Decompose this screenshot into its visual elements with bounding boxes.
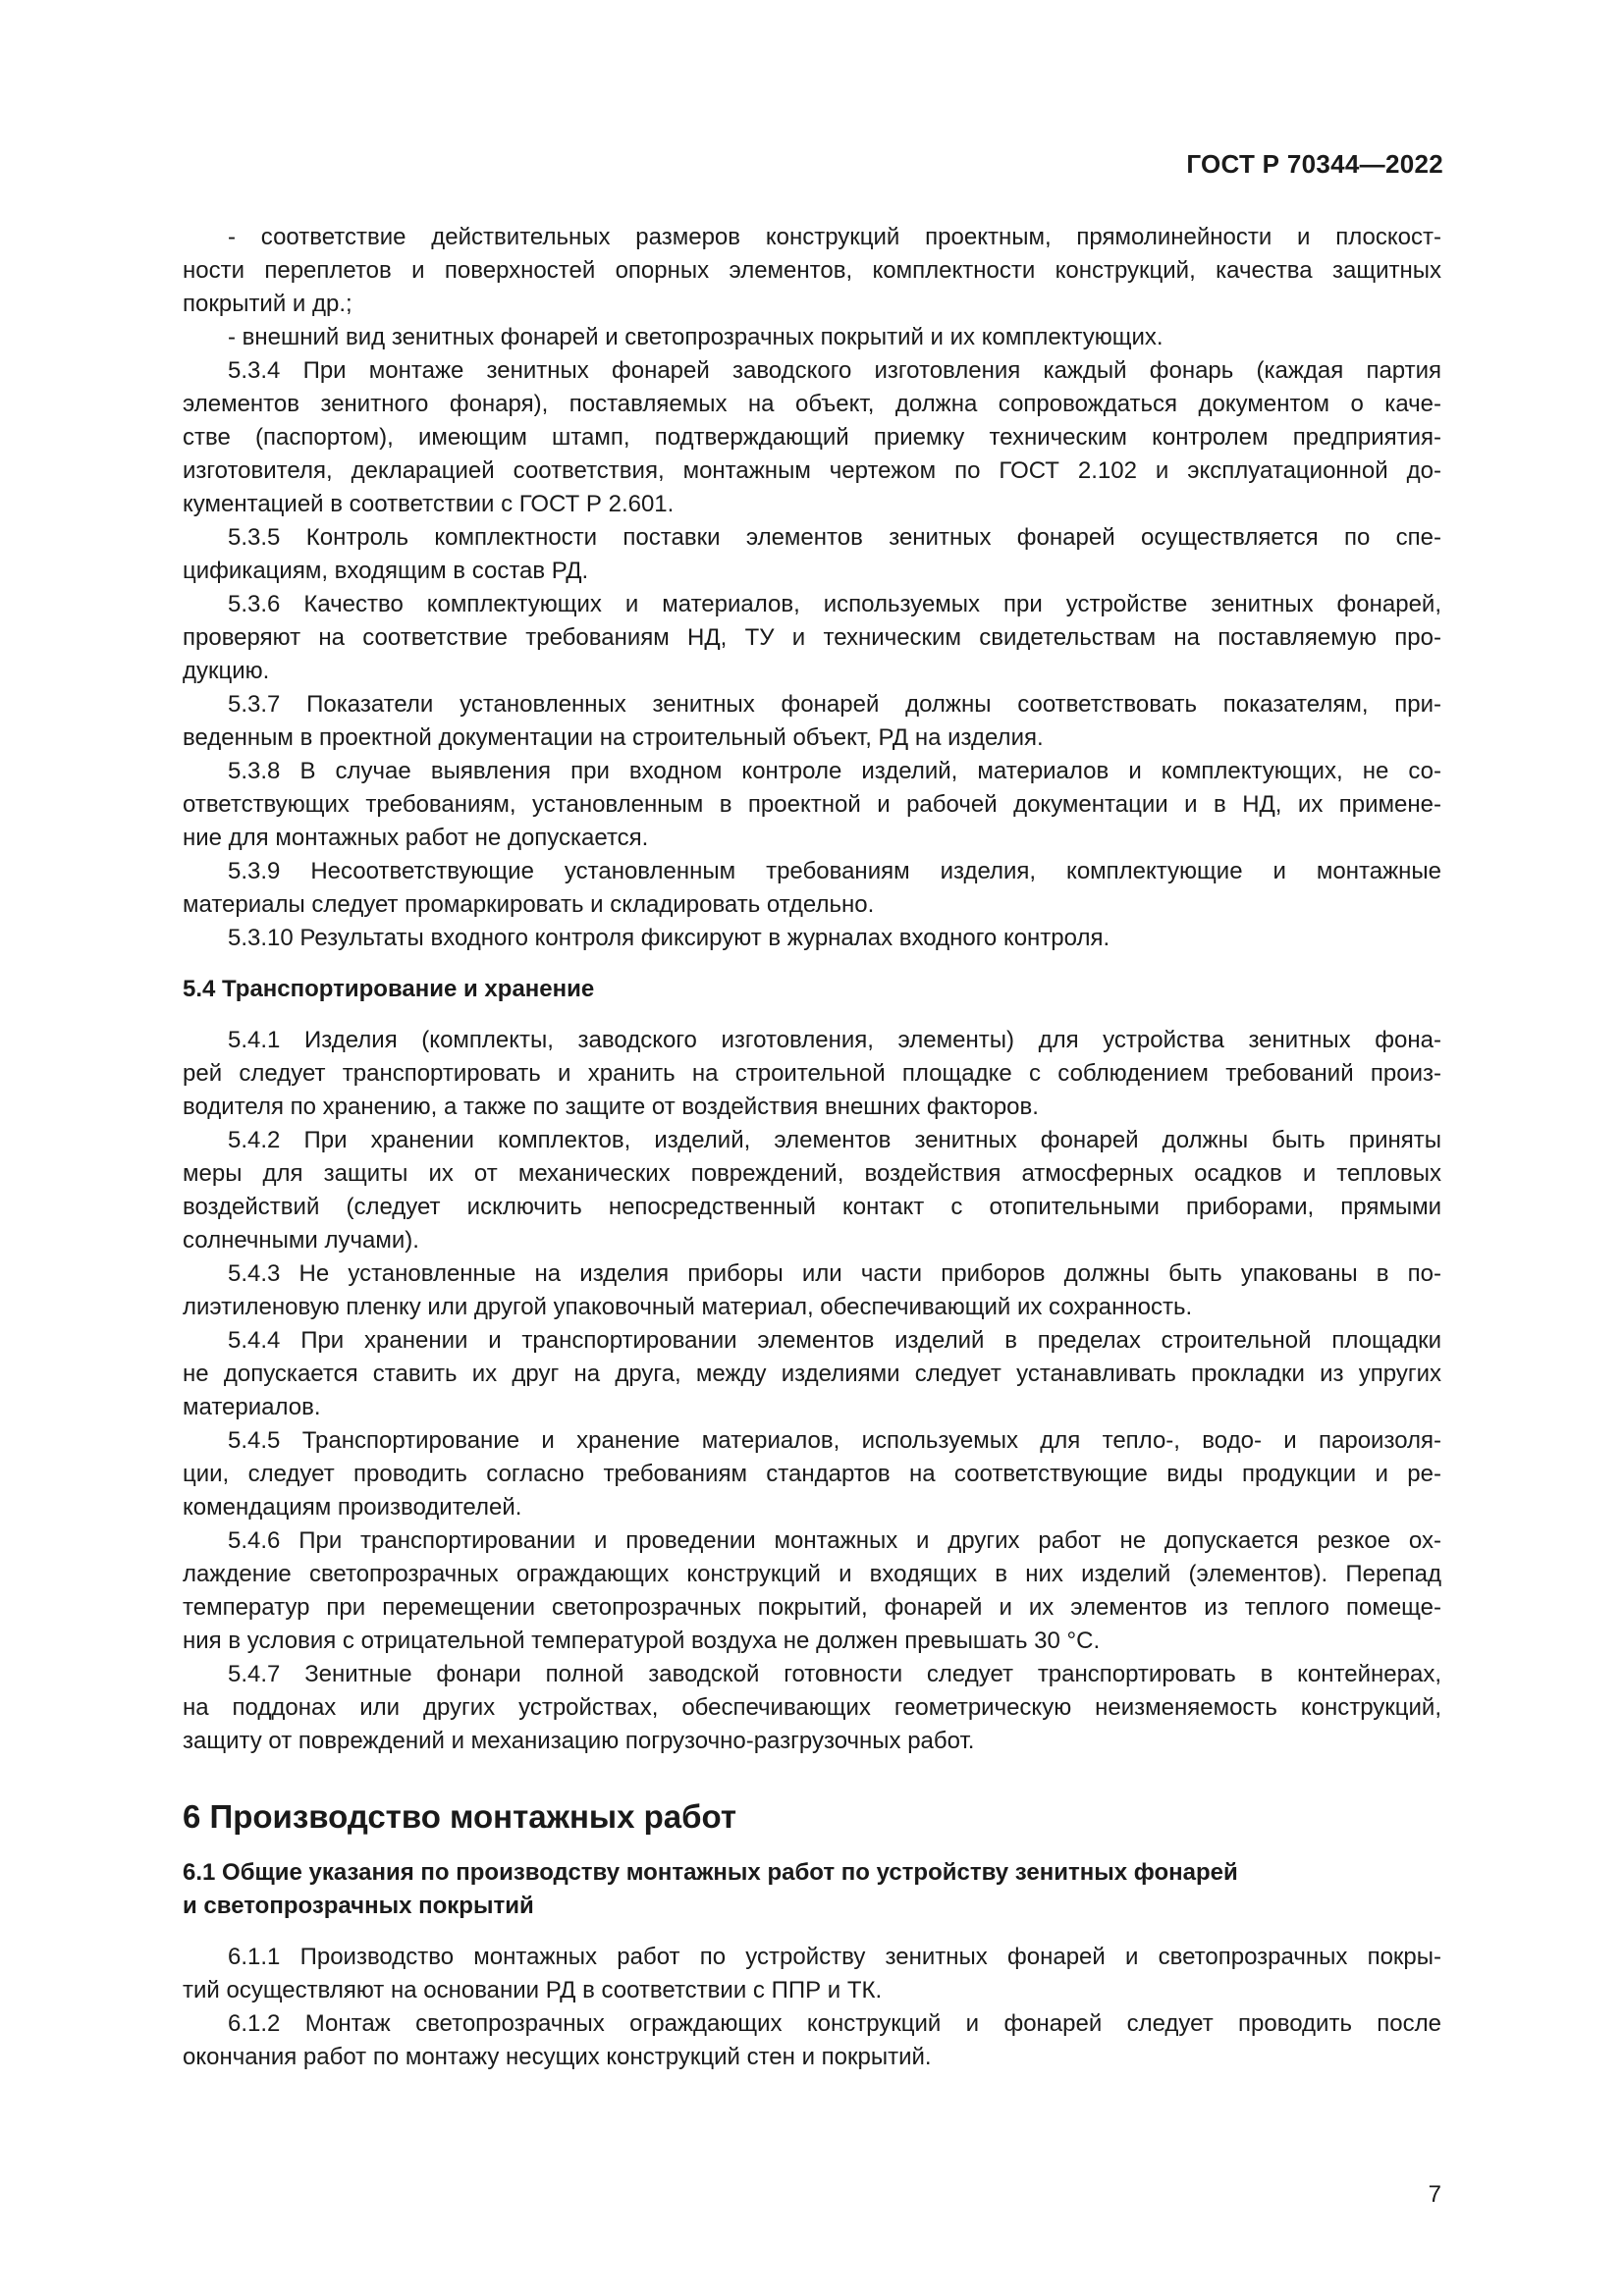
paragraph-line: 5.4.4 При хранении и транспортировании элементов изделий в пределах строительной площадки [228, 1327, 1441, 1354]
paragraph-line: изготовителя, декларацией соответствия, монтажным чертежом по ГОСТ 2.102 и эксплуатационной до- [183, 457, 1441, 484]
paragraph-line: ции, следует проводить согласно требованиям стандартов на соответствующие виды продукции и ре- [183, 1461, 1441, 1487]
paragraph [183, 2007, 1441, 2074]
paragraph-line: водителя по хранению, а также по защите от воздействия внешних факторов. [183, 1094, 1039, 1120]
paragraph-line: 6.1.1 Производство монтажных работ по устройству зенитных фонарей и светопрозрачных покры- [228, 1944, 1441, 1970]
section-6-1-heading [183, 1856, 1441, 1923]
paragraph-line: ния в условия с отрицательной температурой воздуха не должен превышать 30 °С. [183, 1628, 1101, 1654]
document-body [183, 221, 1441, 2074]
paragraph-line: температур при перемещении светопрозрачных покрытий, фонарей и их элементов из теплого помеще- [183, 1594, 1441, 1621]
paragraph [183, 588, 1441, 688]
paragraph-line: 5.3.10 Результаты входного контроля фиксируют в журналах входного контроля. [228, 925, 1110, 951]
section-5-4-heading: 5.4 Транспортирование и хранение [183, 976, 595, 1002]
paragraph [183, 1324, 1441, 1424]
paragraph [183, 1658, 1441, 1758]
paragraph-line: 5.3.9 Несоответствующие установленным требованиям изделия, комплектующие и монтажные [228, 858, 1441, 884]
paragraph-line: материалы следует промаркировать и складировать отдельно. [183, 891, 875, 918]
section-6-1-body [183, 1941, 1441, 2074]
paragraph-line: 5.3.7 Показатели установленных зенитных фонарей должны соответствовать показателям, при- [228, 691, 1441, 718]
paragraph [183, 1124, 1441, 1257]
paragraph-line: стве (паспортом), имеющим штамп, подтверждающий приемку техническим контролем предприятия- [183, 424, 1441, 451]
paragraph-line: не допускается ставить их друг на друга, между изделиями следует устанавливать прокладки из упругих [183, 1361, 1441, 1387]
paragraph-line: цификациям, входящим в состав РД. [183, 558, 589, 584]
paragraph-line: ности переплетов и поверхностей опорных элементов, комплектности конструкций, качества защитных [183, 257, 1441, 284]
paragraph [183, 1524, 1441, 1658]
paragraph-line: тий осуществляют на основании РД в соответствии с ППР и ТК. [183, 1977, 883, 2003]
paragraph-line: окончания работ по монтажу несущих конструкций стен и покрытий. [183, 2044, 932, 2070]
section-5-3-continuation [183, 221, 1441, 955]
paragraph-line: ответствующих требованиям, установленным в проектной и рабочей документации и в НД, их примене- [183, 791, 1441, 818]
subheading-line: 6.1 Общие указания по производству монтажных работ по устройству зенитных фонарей [183, 1859, 1238, 1886]
paragraph [183, 922, 1441, 955]
subheading-line: и светопрозрачных покрытий [183, 1893, 534, 1919]
paragraph-line: воздействий (следует исключить непосредственный контакт с отопительными приборами, прямыми [183, 1194, 1441, 1220]
paragraph-line: 5.3.4 При монтаже зенитных фонарей заводского изготовления каждый фонарь (каждая партия [228, 357, 1441, 384]
paragraph-line: лаждение светопрозрачных ограждающих конструкций и входящих в них изделий (элементов). Перепад [183, 1561, 1441, 1587]
paragraph-line: 5.4.6 При транспортировании и проведении монтажных и других работ не допускается резкое ох- [228, 1527, 1441, 1554]
paragraph-line: 5.4.7 Зенитные фонари полной заводской готовности следует транспортировать в контейнерах, [228, 1661, 1441, 1687]
paragraph-line: покрытий и др.; [183, 291, 352, 317]
paragraph [183, 354, 1441, 521]
paragraph-line: материалов. [183, 1394, 321, 1420]
paragraph-line: 6.1.2 Монтаж светопрозрачных ограждающих конструкций и фонарей следует проводить после [228, 2010, 1441, 2037]
section-5-4-body [183, 1024, 1441, 1758]
paragraph-line: 5.4.3 Не установленные на изделия приборы или части приборов должны быть упакованы в по- [228, 1260, 1441, 1287]
paragraph-line: - соответствие действительных размеров конструкций проектным, прямолинейности и плоскост- [228, 224, 1441, 250]
page-number: 7 [1428, 2181, 1441, 2208]
document-code-header: ГОСТ Р 70344—2022 [1186, 149, 1443, 179]
paragraph [183, 1424, 1441, 1524]
paragraph-line: - внешний вид зенитных фонарей и светопрозрачных покрытий и их комплектующих. [228, 324, 1164, 350]
paragraph-line: ние для монтажных работ не допускается. [183, 825, 649, 851]
paragraph [183, 688, 1441, 755]
paragraph-line: на поддонах или других устройствах, обеспечивающих геометрическую неизменяемость конструкций, [183, 1694, 1441, 1721]
paragraph-line: 5.3.6 Качество комплектующих и материалов, используемых при устройстве зенитных фонарей, [228, 591, 1441, 617]
paragraph-line: рей следует транспортировать и хранить на строительной площадке с соблюдением требований произ- [183, 1060, 1441, 1087]
paragraph-line: 5.3.8 В случае выявления при входном контроле изделий, материалов и комплектующих, не со- [228, 758, 1441, 784]
paragraph-line: 5.4.5 Транспортирование и хранение материалов, используемых для тепло-, водо- и пароизоля- [228, 1427, 1441, 1454]
paragraph [183, 321, 1441, 354]
paragraph-line: 5.4.1 Изделия (комплекты, заводского изготовления, элементы) для устройства зенитных фона- [228, 1027, 1441, 1053]
paragraph-line: веденным в проектной документации на строительный объект, РД на изделия. [183, 724, 1044, 751]
paragraph-line: кументацией в соответствии с ГОСТ Р 2.601. [183, 491, 675, 517]
paragraph [183, 855, 1441, 922]
paragraph [183, 755, 1441, 855]
section-6-heading: 6 Производство монтажных работ [183, 1798, 737, 1835]
paragraph-line: элементов зенитного фонаря), поставляемых на объект, должна сопровождаться документом о каче- [183, 391, 1441, 417]
paragraph-line: 5.4.2 При хранении комплектов, изделий, элементов зенитных фонарей должны быть приняты [228, 1127, 1441, 1153]
paragraph [183, 221, 1441, 321]
paragraph [183, 521, 1441, 588]
paragraph-line: проверяют на соответствие требованиям НД, ТУ и техническим свидетельствам на поставляемую про- [183, 624, 1441, 651]
paragraph-line: комендациям производителей. [183, 1494, 522, 1521]
paragraph-line: лиэтиленовую пленку или другой упаковочный материал, обеспечивающий их сохранность. [183, 1294, 1193, 1320]
paragraph-line: защиту от повреждений и механизацию погрузочно-разгрузочных работ. [183, 1728, 975, 1754]
paragraph-line: меры для защиты их от механических повреждений, воздействия атмосферных осадков и тепловых [183, 1160, 1441, 1187]
paragraph [183, 1024, 1441, 1124]
paragraph [183, 1941, 1441, 2007]
paragraph [183, 1257, 1441, 1324]
paragraph-line: солнечными лучами). [183, 1227, 419, 1254]
paragraph-line: 5.3.5 Контроль комплектности поставки элементов зенитных фонарей осуществляется по спе- [228, 524, 1441, 551]
paragraph-line: дукцию. [183, 658, 270, 684]
